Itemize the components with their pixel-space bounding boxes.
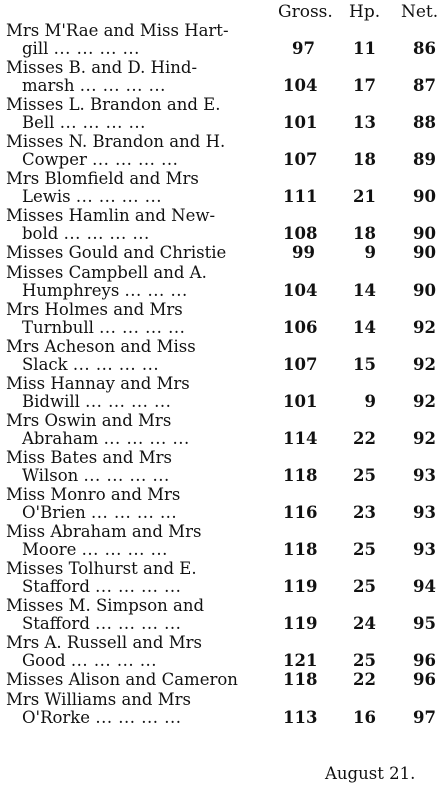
- result-row: [0, 338, 446, 375]
- pair-names-line2: [6, 151, 291, 169]
- score-net: 87: [413, 76, 436, 95]
- pair-name-continuation: Turnbull: [22, 319, 94, 337]
- pair-names-line2: [6, 356, 291, 374]
- pair-names-line2: [6, 504, 291, 522]
- pair-names-line2: [6, 541, 291, 559]
- header-hp: Hp.: [349, 2, 381, 22]
- pair-name-continuation: Stafford: [22, 578, 90, 596]
- pair-name-continuation: Slack: [22, 356, 68, 374]
- pair-names-line1: Miss Abraham and Mrs: [6, 523, 202, 541]
- result-row: [0, 59, 446, 96]
- result-row: [0, 375, 446, 412]
- score-net: 92: [413, 318, 436, 337]
- pair-names-line1: Mrs M'Rae and Miss Hart-: [6, 22, 229, 40]
- pair-names-line1: Miss Monro and Mrs: [6, 486, 181, 504]
- leader-dots: ... ... ... ...: [91, 504, 178, 522]
- pair-names-line2: [6, 393, 291, 411]
- leader-dots: ... ... ... ...: [75, 188, 163, 206]
- score-gross: 118: [283, 670, 318, 689]
- leader-dots: ... ... ... ...: [53, 40, 140, 58]
- result-row: [0, 133, 446, 170]
- pair-name-continuation: O'Rorke: [22, 709, 91, 727]
- score-hp: 9: [364, 392, 376, 411]
- pair-name-continuation: Moore: [22, 541, 77, 559]
- score-gross: 118: [283, 466, 318, 485]
- pair-names-line1: Misses N. Brandon and H.: [6, 133, 226, 151]
- leader-dots: ... ... ... ...: [92, 151, 179, 169]
- leader-dots: ... ... ... ...: [95, 578, 182, 596]
- score-gross: 101: [283, 392, 318, 411]
- leader-dots: ... ... ... ...: [103, 430, 190, 448]
- pair-name-continuation: Cowper: [22, 151, 87, 169]
- result-row: [0, 264, 446, 301]
- leader-dots: ... ... ... ...: [83, 467, 170, 485]
- score-net: 90: [413, 224, 436, 243]
- header-net: Net.: [401, 2, 439, 22]
- score-net: 96: [413, 670, 436, 689]
- score-hp: 22: [353, 429, 376, 448]
- pair-names-line2: [6, 652, 291, 670]
- pair-names-line1: Mrs Blomfield and Mrs: [6, 170, 199, 188]
- pair-names-line1: Mrs A. Russell and Mrs: [6, 634, 202, 652]
- score-gross: 104: [283, 76, 318, 95]
- score-gross: 119: [283, 614, 318, 633]
- leader-dots: ... ... ... ...: [99, 319, 186, 337]
- pair-names-line2: [6, 225, 291, 243]
- result-row: [0, 634, 446, 671]
- score-hp: 18: [353, 224, 376, 243]
- column-headers: [0, 2, 446, 24]
- pair-names-line1: Misses B. and D. Hind-: [6, 59, 198, 77]
- leader-dots: ... ... ... ...: [59, 114, 146, 132]
- score-net: 92: [413, 429, 436, 448]
- score-hp: 25: [353, 651, 376, 670]
- score-gross: 97: [292, 39, 315, 58]
- score-gross: 99: [292, 243, 315, 262]
- score-net: 86: [413, 39, 436, 58]
- pair-name-continuation: O'Brien: [22, 504, 86, 522]
- leader-dots: ... ... ... ...: [85, 393, 172, 411]
- pair-names-line1: Mrs Holmes and Mrs: [6, 301, 183, 319]
- pair-names-line1: Misses Gould and Christie: [6, 244, 227, 262]
- pair-names-line2: [6, 114, 291, 132]
- pair-names-line2: [6, 77, 291, 95]
- pair-name-continuation: Abraham: [22, 430, 99, 448]
- pair-names-line1: Mrs Acheson and Miss: [6, 338, 196, 356]
- score-net: 89: [413, 150, 436, 169]
- pair-name-continuation: Stafford: [22, 615, 90, 633]
- result-row: [0, 22, 446, 59]
- score-hp: 21: [353, 187, 376, 206]
- score-gross: 119: [283, 577, 318, 596]
- pair-names-line1: Misses Campbell and A.: [6, 264, 207, 282]
- leader-dots: ... ... ... ...: [95, 709, 182, 727]
- result-row: [0, 301, 446, 338]
- score-gross: 121: [283, 651, 318, 670]
- pair-name-continuation: gill: [22, 40, 49, 58]
- score-gross: 107: [283, 355, 318, 374]
- result-row: [0, 597, 446, 634]
- pair-names-line1: Miss Bates and Mrs: [6, 449, 172, 467]
- score-net: 90: [413, 281, 436, 300]
- score-gross: 118: [283, 540, 318, 559]
- score-net: 90: [413, 187, 436, 206]
- pair-names-line1: Misses Alison and Cameron: [6, 671, 238, 689]
- pair-name-continuation: Bidwill: [22, 393, 80, 411]
- score-hp: 14: [353, 318, 376, 337]
- pair-name-continuation: Good: [22, 652, 66, 670]
- score-net: 93: [413, 466, 436, 485]
- score-gross: 111: [283, 187, 318, 206]
- score-hp: 11: [353, 39, 376, 58]
- pair-names-line2: [6, 615, 291, 633]
- score-hp: 25: [353, 577, 376, 596]
- score-gross: 113: [283, 708, 318, 727]
- result-row: [0, 560, 446, 597]
- leader-dots: ... ... ... ...: [81, 541, 168, 559]
- result-row: [0, 170, 446, 207]
- score-net: 96: [413, 651, 436, 670]
- result-row: [0, 244, 446, 264]
- pair-name-continuation: Bell: [22, 114, 55, 132]
- score-gross: 104: [283, 281, 318, 300]
- pair-name-continuation: marsh: [22, 77, 75, 95]
- leader-dots: ... ... ... ...: [72, 356, 160, 374]
- score-hp: 14: [353, 281, 376, 300]
- score-net: 92: [413, 355, 436, 374]
- pair-names-line2: [6, 578, 291, 596]
- pair-names-line1: Mrs Williams and Mrs: [6, 691, 191, 709]
- results-list: [0, 22, 446, 728]
- score-net: 88: [413, 113, 436, 132]
- score-net: 90: [413, 243, 436, 262]
- pair-names-line2: [6, 188, 291, 206]
- date-footer: August 21.: [325, 764, 416, 783]
- score-hp: 24: [353, 614, 376, 633]
- leader-dots: ... ... ... ...: [63, 225, 150, 243]
- pair-name-continuation: bold: [22, 225, 59, 243]
- score-gross: 107: [283, 150, 318, 169]
- result-row: [0, 486, 446, 523]
- pair-names-line2: [6, 430, 291, 448]
- score-net: 92: [413, 392, 436, 411]
- score-hp: 22: [353, 670, 376, 689]
- pair-name-continuation: Lewis: [22, 188, 71, 206]
- leader-dots: ... ... ... ...: [79, 77, 166, 95]
- score-hp: 16: [353, 708, 376, 727]
- result-row: [0, 412, 446, 449]
- score-gross: 114: [283, 429, 318, 448]
- pair-names-line2: [6, 467, 291, 485]
- pair-names-line2: [6, 709, 291, 727]
- score-hp: 23: [353, 503, 376, 522]
- pair-names-line1: Misses Tolhurst and E.: [6, 560, 197, 578]
- score-net: 93: [413, 540, 436, 559]
- pair-names-line1: Misses L. Brandon and E.: [6, 96, 221, 114]
- score-hp: 9: [364, 243, 376, 262]
- score-hp: 13: [353, 113, 376, 132]
- score-net: 94: [413, 577, 436, 596]
- pair-names-line1: Misses Hamlin and New-: [6, 207, 216, 225]
- header-gross: Gross.: [278, 2, 333, 22]
- pair-name-continuation: Wilson: [22, 467, 79, 485]
- score-hp: 18: [353, 150, 376, 169]
- pair-names-line2: [6, 282, 291, 300]
- pair-name-continuation: Humphreys: [22, 282, 120, 300]
- result-row: [0, 691, 446, 728]
- score-hp: 17: [353, 76, 376, 95]
- result-row: [0, 671, 446, 691]
- score-gross: 106: [283, 318, 318, 337]
- score-hp: 25: [353, 540, 376, 559]
- score-hp: 25: [353, 466, 376, 485]
- pair-names-line1: Mrs Oswin and Mrs: [6, 412, 172, 430]
- leader-dots: ... ... ... ...: [70, 652, 158, 670]
- result-row: [0, 449, 446, 486]
- pair-names-line1: Miss Hannay and Mrs: [6, 375, 190, 393]
- score-gross: 101: [283, 113, 318, 132]
- score-net: 97: [413, 708, 436, 727]
- result-row: [0, 207, 446, 244]
- score-gross: 116: [283, 503, 318, 522]
- score-hp: 15: [353, 355, 376, 374]
- result-row: [0, 96, 446, 133]
- pair-names-line2: [6, 319, 291, 337]
- pair-names-line1: Misses M. Simpson and: [6, 597, 205, 615]
- score-net: 95: [413, 614, 436, 633]
- leader-dots: ... ... ...: [124, 282, 188, 300]
- score-net: 93: [413, 503, 436, 522]
- pair-names-line2: [6, 40, 291, 58]
- leader-dots: ... ... ... ...: [95, 615, 182, 633]
- score-gross: 108: [283, 224, 318, 243]
- result-row: [0, 523, 446, 560]
